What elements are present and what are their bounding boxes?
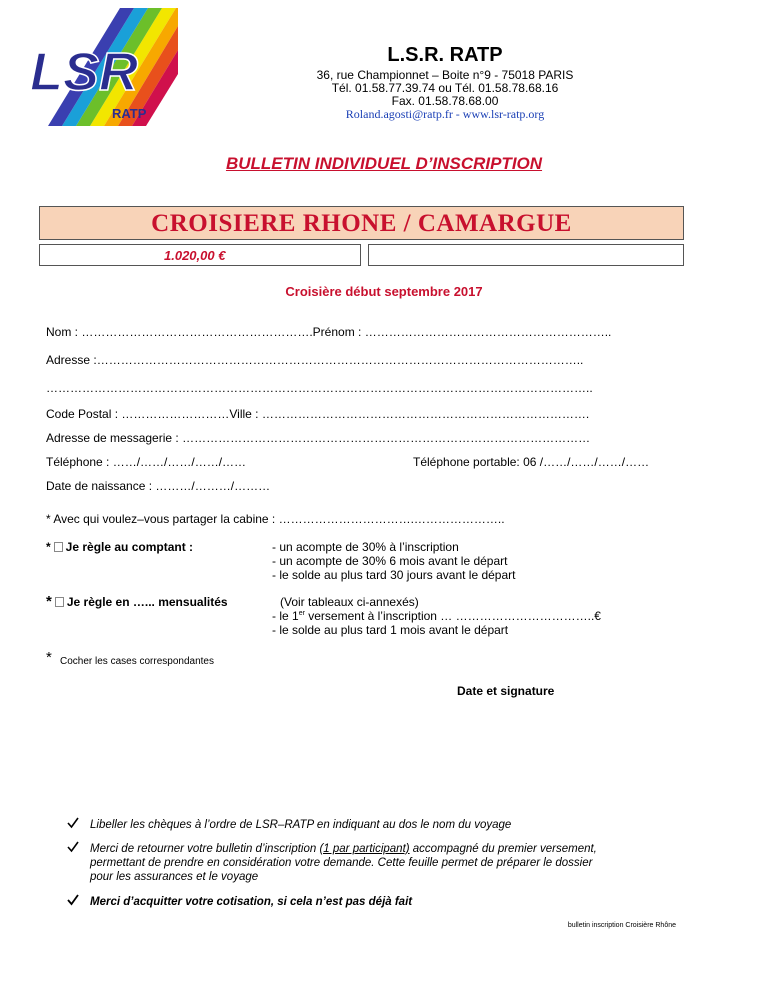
logo-text: LSR — [30, 42, 138, 102]
blank-box — [368, 244, 684, 266]
mensualites-line-2-start: - le 1 — [272, 609, 299, 623]
bulletin-title: BULLETIN INDIVIDUEL D’INSCRIPTION — [225, 154, 543, 173]
comptant-label: Je règle au comptant : — [65, 540, 194, 554]
mensualites-line-2[interactable] — [272, 609, 601, 623]
note-retour-bulletin — [90, 842, 597, 884]
phone-line: Tél. 01.58.77.39.74 ou Tél. 01.58.78.68.16 — [331, 81, 559, 95]
mensualites-line-3: - le solde au plus tard 1 mois avant le départ — [272, 623, 509, 637]
note-cotisation: Merci d’acquitter votre cotisation, si cela n’est pas déjà fait — [90, 896, 413, 908]
price-box — [39, 244, 361, 266]
lsr-logo — [28, 8, 178, 126]
check-icon — [66, 816, 80, 830]
birth-date-field[interactable]: Date de naissance : ………/………/……… — [46, 479, 271, 493]
payment-comptant-option[interactable] — [46, 540, 193, 554]
mensualites-line-2-end: versement à l’inscription … ……………………………..€ — [304, 609, 601, 623]
nom-prenom-field[interactable]: Nom : ………………………………………………….Prénom : …………………………………………………….. — [46, 325, 612, 339]
adresse-field[interactable]: Adresse :………………………………………………………………………………………………………….. — [46, 353, 584, 367]
comptant-line-1: - un acompte de 30% à l’inscription — [272, 540, 459, 554]
superscript-er: er — [298, 610, 305, 617]
comptant-line-3: - le solde au plus tard 30 jours avant le départ — [272, 568, 516, 582]
checkbox-comptant[interactable] — [54, 542, 63, 552]
code-postal-ville-field[interactable]: Code Postal : ………………………Ville : ………………………………………………………………………. — [46, 407, 590, 421]
note-retour-line-2: permettant de prendre en considération votre demande. Cette feuille permet de préparer le dossier — [90, 857, 593, 869]
note-retour-start: Merci de retourner votre bulletin d’inscription — [90, 843, 320, 855]
note-retour-end: accompagné du premier versement, — [409, 843, 597, 855]
logo-subtext: RATP — [112, 106, 147, 121]
note-retour-underlined: (1 par participant) — [319, 843, 410, 855]
asterisk-note: * — [46, 649, 52, 666]
footer-text: bulletin inscription Croisière Rhône — [567, 922, 676, 929]
note-cheques: Libeller les chèques à l’ordre de LSR–RATP en indiquant au dos le nom du voyage — [90, 819, 512, 831]
asterisk: * — [46, 593, 52, 610]
organization-name: L.S.R. RATP — [387, 44, 503, 66]
email-field[interactable]: Adresse de messagerie : ………………………………………………………………………………………… — [46, 431, 591, 445]
check-icon — [66, 840, 80, 854]
telephone-field[interactable]: Téléphone : ……/……/……/……/…… — [46, 455, 247, 469]
contact-link[interactable]: Roland.agosti@ratp.fr - www.lsr-ratp.org — [345, 107, 545, 121]
trip-title: CROISIERE RHONE / CAMARGUE — [151, 210, 572, 237]
comptant-line-2: - un acompte de 30% 6 mois avant le départ — [272, 554, 508, 568]
trip-date: Croisière début septembre 2017 — [285, 284, 483, 299]
fax-line: Fax. 01.58.78.68.00 — [391, 94, 499, 108]
trip-title-box — [39, 206, 684, 240]
checkbox-mensualites[interactable] — [55, 597, 64, 607]
payment-mensualites-option[interactable] — [46, 593, 228, 610]
cabin-partner-field[interactable]: * Avec qui voulez–vous partager la cabine : …………………………….………………….. — [46, 512, 505, 526]
adresse-field-line2[interactable]: ……………………………………………………………………………………………………………………….. — [46, 381, 593, 395]
cocher-note: Cocher les cases correspondantes — [60, 656, 214, 667]
mensualites-label: Je règle en …... mensualités — [66, 595, 228, 609]
check-icon — [66, 893, 80, 907]
mensualites-line-1: (Voir tableaux ci-annexés) — [280, 595, 419, 609]
address-line: 36, rue Championnet – Boite n°9 - 75018 PARIS — [316, 68, 574, 82]
trip-price: 1.020,00 € — [164, 248, 226, 263]
note-retour-line-3: pour les assurances et le voyage — [90, 871, 259, 883]
signature-label: Date et signature — [457, 684, 555, 698]
mobile-phone-field[interactable]: Téléphone portable: 06 /……/……/……/…… — [413, 455, 650, 469]
asterisk: * — [46, 540, 51, 554]
